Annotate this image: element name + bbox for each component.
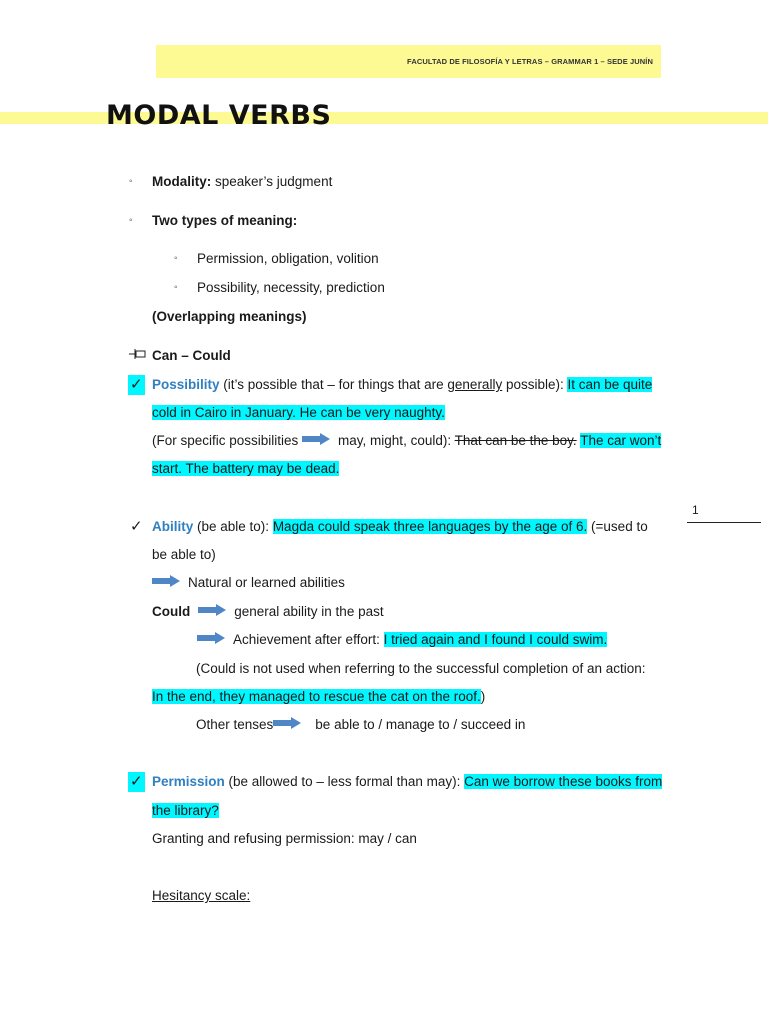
permission-line-1	[152, 772, 662, 792]
granting-line: Granting and refusing permission: may / can	[152, 831, 417, 846]
possibility-line-2	[152, 403, 445, 423]
could-note-line-2	[152, 687, 485, 707]
struck-example: That can be the boy.	[454, 433, 577, 448]
highlighted-example: start. The battery may be dead.	[152, 461, 340, 476]
specific-text: may, might, could):	[334, 433, 455, 448]
possibility-line-3	[152, 431, 661, 451]
meaning-item: Possibility, necessity, prediction	[197, 280, 385, 295]
right-arrow-icon	[197, 630, 225, 650]
highlighted-example: In the end, they managed to rescue the cat on the roof.	[152, 689, 481, 704]
highlighted-example: I tried again and I found I could swim.	[383, 632, 608, 647]
bullet-icon: ◦	[129, 215, 133, 226]
right-arrow-icon	[302, 431, 330, 451]
ability-text: (be able to):	[193, 519, 273, 534]
could-line	[152, 602, 384, 622]
modality-label: Modality:	[152, 174, 212, 189]
specific-text: (For specific possibilities	[152, 433, 299, 448]
alternatives-text: be able to / manage to / succeed in	[315, 717, 526, 732]
note-end: )	[480, 689, 486, 704]
can-could-heading: Can – Could	[152, 348, 231, 363]
underlined-word: generally	[447, 377, 503, 392]
right-arrow-icon	[273, 715, 301, 735]
achievement-line	[197, 630, 607, 650]
header-band	[156, 45, 661, 78]
highlighted-example: the library?	[152, 803, 219, 818]
permission-text: (be allowed to – less formal than may):	[224, 774, 465, 789]
possibility-text: possible):	[502, 377, 568, 392]
natural-abilities-text: Natural or learned abilities	[188, 575, 345, 590]
highlighted-example: Magda could speak three languages by the age of 6.	[272, 519, 588, 534]
page-number: 1	[692, 503, 699, 517]
highlighted-example: It can be quite	[567, 377, 653, 392]
modality-text: speaker’s judgment	[211, 174, 333, 189]
page-title: MODAL VERBS	[106, 100, 332, 131]
hesitancy-scale-heading: Hesitancy scale:	[152, 888, 251, 903]
checkmark-icon: ✓	[130, 518, 143, 535]
possibility-label: Possibility	[152, 377, 220, 392]
pushpin-icon	[129, 348, 147, 363]
header-text: FACULTAD DE FILOSOFÍA Y LETRAS – GRAMMAR 1 – SEDE JUNÍN	[407, 57, 653, 66]
possibility-line-1	[152, 375, 652, 395]
sub-bullet-icon: ◦	[174, 253, 178, 264]
modality-line	[152, 172, 332, 192]
natural-abilities-line	[152, 573, 345, 593]
achievement-text: Achievement after effort:	[233, 632, 384, 647]
sub-bullet-icon: ◦	[174, 282, 178, 293]
checkmark-icon: ✓	[130, 773, 143, 790]
right-arrow-icon	[198, 602, 226, 622]
could-label: Could	[152, 604, 191, 619]
possibility-text: (it’s possible that – for things that are	[219, 377, 448, 392]
page-number-rule	[687, 522, 761, 523]
meaning-item: Permission, obligation, volition	[197, 251, 379, 266]
highlighted-example: The car won’t	[580, 433, 662, 448]
could-note-line-1: (Could is not used when referring to the successful completion of an action:	[196, 661, 646, 676]
ability-label: Ability	[152, 519, 194, 534]
permission-label: Permission	[152, 774, 225, 789]
highlighted-example: Can we borrow these books from	[464, 774, 663, 789]
bullet-icon: ◦	[129, 176, 133, 187]
checkmark-icon: ✓	[130, 376, 143, 393]
highlighted-example: cold in Cairo in January. He can be very naughty.	[152, 405, 445, 420]
ability-line-2: be able to)	[152, 547, 216, 562]
two-types-label: Two types of meaning:	[152, 213, 298, 228]
permission-line-2	[152, 801, 219, 821]
ability-text: (=used to	[587, 519, 648, 534]
ability-line-1	[152, 517, 648, 537]
general-ability-text: general ability in the past	[234, 604, 384, 619]
other-tenses-label: Other tenses	[196, 717, 274, 732]
overlapping-note: (Overlapping meanings)	[152, 309, 307, 324]
other-tenses-line	[196, 715, 525, 735]
right-arrow-icon	[152, 573, 180, 593]
possibility-line-4	[152, 459, 339, 479]
